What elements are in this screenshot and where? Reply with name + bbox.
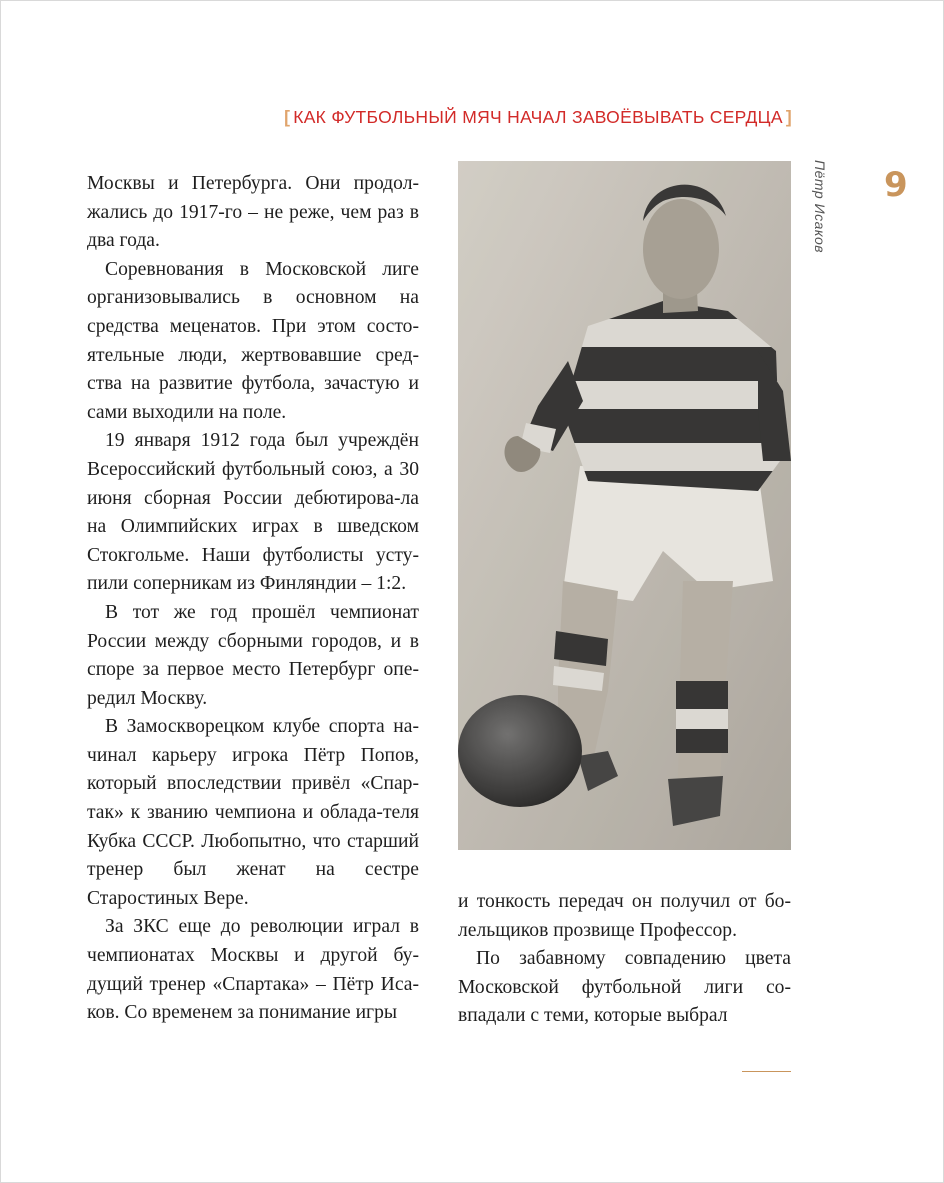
running-header	[284, 107, 792, 128]
paragraph: 19 января 1912 года был учреждён Всероссийский футбольный союз, а 30 июня сборная России дебютирова-ла на Олимпийских играх в шведском Стокгольме. Наши футболисты усту-пили соперникам из Финляндии – 1:2.	[87, 430, 419, 595]
paragraph: За ЗКС еще до революции играл в чемпионатах Москвы и другой бу-дущий тренер «Спартака» – Пётр Иса-ков. Со временем за понимание игры	[87, 916, 419, 1024]
paragraph: Соревнования в Московской лиге организовывались в основном на средства меценатов. При этом состо-ятельные люди, жертвовавшие сред-ства на развитие футбола, зачастую и сами выходили на поле.	[87, 258, 419, 423]
paragraph: В Замоскворецком клубе спорта на-чинал карьеру игрока Пётр Попов, который впоследствии привёл «Спар-так» к званию чемпиона и облада-теля Кубка СССР. Любопытно, что старший тренер был женат на сестре Старостиных Вере.	[87, 716, 419, 909]
header-title: КАК ФУТБОЛЬНЫЙ МЯЧ НАЧАЛ ЗАВОЁВЫВАТЬ СЕРДЦА	[293, 107, 783, 127]
footballer-photo	[458, 161, 791, 850]
paragraph: и тонкость передач он получил от бо-лельщиков прозвище Профессор.	[458, 891, 791, 941]
left-text-column	[87, 170, 419, 1028]
page-number: 9	[884, 165, 908, 205]
paragraph: Москвы и Петербурга. Они продол-жались до 1917-го – не реже, чем раз в два года.	[87, 173, 419, 252]
right-text-column	[458, 888, 791, 1031]
paragraph: По забавному совпадению цвета Московской футбольной лиги со-впадали с теми, которые выбрал	[458, 948, 791, 1027]
header-bracket-close: ]	[785, 107, 792, 127]
paragraph: В тот же год прошёл чемпионат России между сборными городов, и в споре за первое место Петербург опе-редил Москву.	[87, 601, 419, 709]
footer-rule	[742, 1071, 791, 1072]
photo-caption: Пётр Исаков	[812, 160, 828, 254]
header-bracket-open: [	[284, 107, 291, 127]
